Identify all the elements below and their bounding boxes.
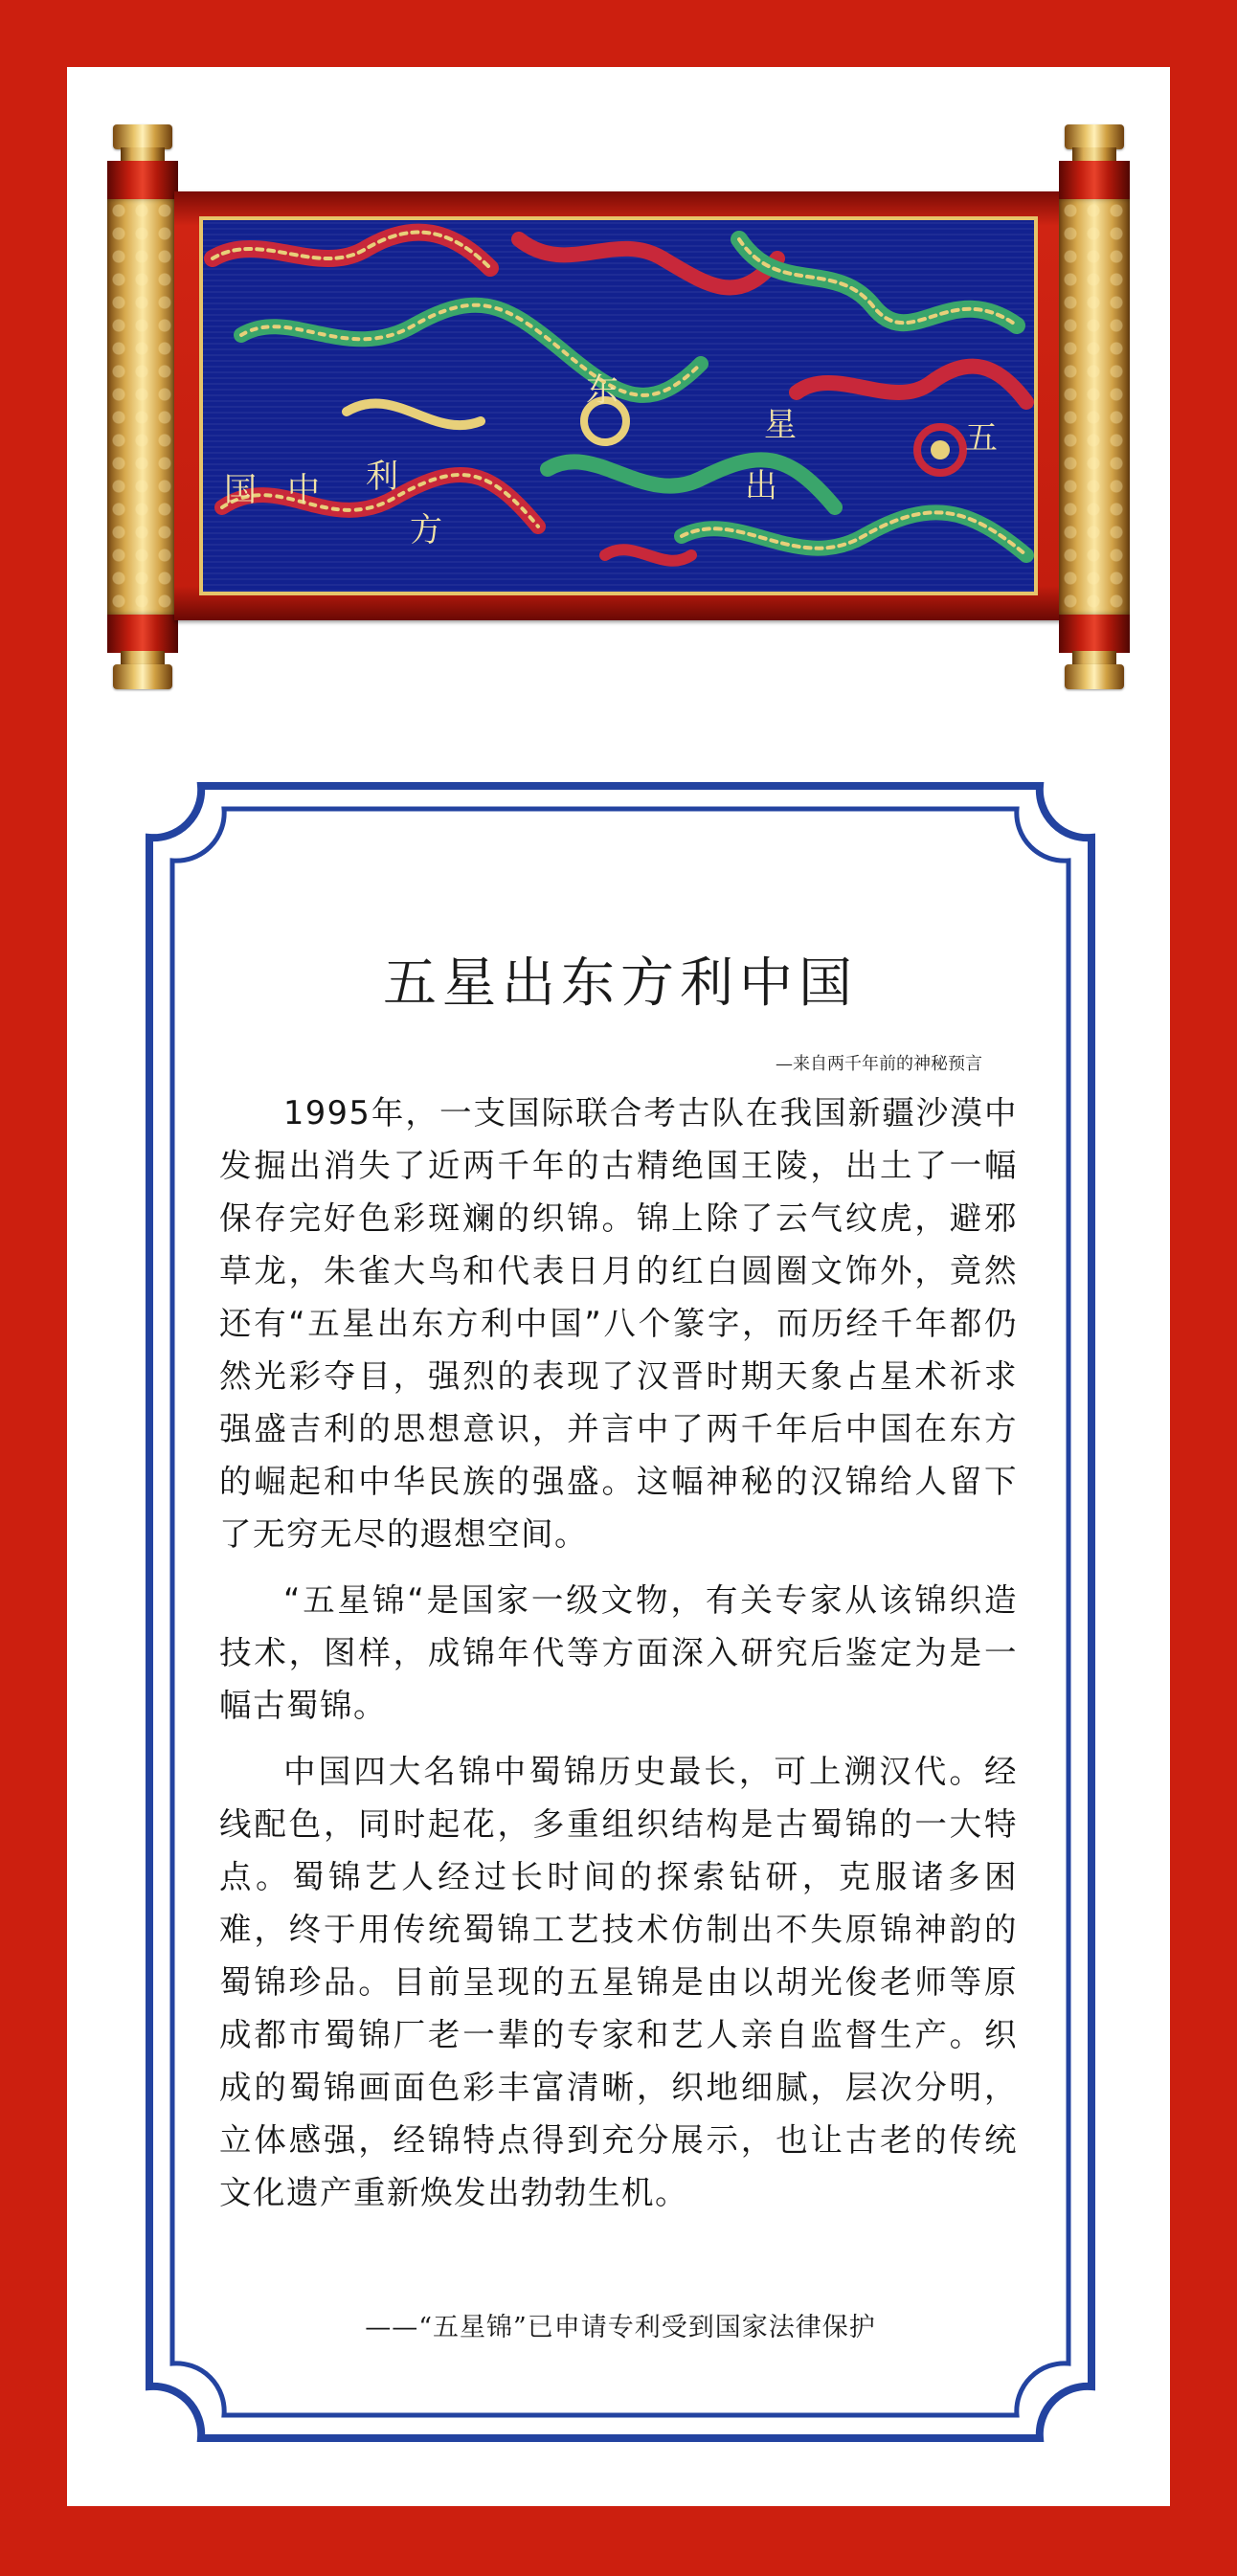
brocade-char-1: 五 xyxy=(965,419,998,458)
scroll-image xyxy=(107,124,1130,689)
five-star-brocade-image xyxy=(199,216,1038,595)
scroll-banner xyxy=(174,191,1063,620)
brocade-char-2: 星 xyxy=(764,406,797,444)
page-panel xyxy=(67,67,1170,2506)
article-frame xyxy=(144,780,1097,2444)
paragraph-1: 1995年，一支国际联合考古队在我国新疆沙漠中发掘出消失了近两千年的古精绝国王陵，出土了一幅保存完好色彩斑斓的织锦。锦上除了云气纹虎，避邪草龙，朱雀大鸟和代表日月的红白圆圈文饰外，竟然还有“五星出东方利中国”八个篆字，而历经千年都仍然光彩夺目，强烈的表现了汉晋时期天象占星术祈求强盛吉利的思想意识，并言中了两千年后中国在东方的崛起和中华民族的强盛。这幅神秘的汉锦给人留下了无穷无尽的遐想空间。 xyxy=(219,1094,1018,1553)
brocade-char-8: 国 xyxy=(224,471,257,509)
article-title: 五星出东方利中国 xyxy=(383,952,858,1015)
scroll-rod-right xyxy=(1059,124,1130,689)
brocade-char-5: 方 xyxy=(410,511,442,549)
patent-note: ——“五星锦”已申请专利受到国家法律保护 xyxy=(365,2313,876,2342)
paragraph-2: “五星锦“是国家一级文物，有关专家从该锦织造技术，图样，成锦年代等方面深入研究后鉴定为是一幅古蜀锦。 xyxy=(219,1581,1018,1724)
brocade-char-7: 中 xyxy=(287,471,320,509)
brocade-char-3: 出 xyxy=(745,467,777,505)
article-body xyxy=(219,1086,1018,2232)
paragraph-3: 中国四大名锦中蜀锦历史最长，可上溯汉代。经线配色，同时起花，多重组织结构是古蜀锦的一大特点。蜀锦艺人经过长时间的探索钻研，克服诸多困难，终于用传统蜀锦工艺技术仿制出不失原锦神韵的蜀锦珍品。目前呈现的五星锦是由以胡光俊老师等原成都市蜀锦厂老一辈的专家和艺人亲自监督生产。织成的蜀锦画面色彩丰富清晰，织地细腻，层次分明，立体感强，经锦特点得到充分展示，也让古老的传统文化遗产重新焕发出勃勃生机。 xyxy=(219,1753,1018,2211)
brocade-text xyxy=(203,220,1034,592)
brocade-char-4: 东 xyxy=(586,371,618,410)
article-subtitle: —来自两千年前的神秘预言 xyxy=(776,1054,982,1074)
scroll-rod-left xyxy=(107,124,178,689)
brocade-char-6: 利 xyxy=(366,458,398,496)
